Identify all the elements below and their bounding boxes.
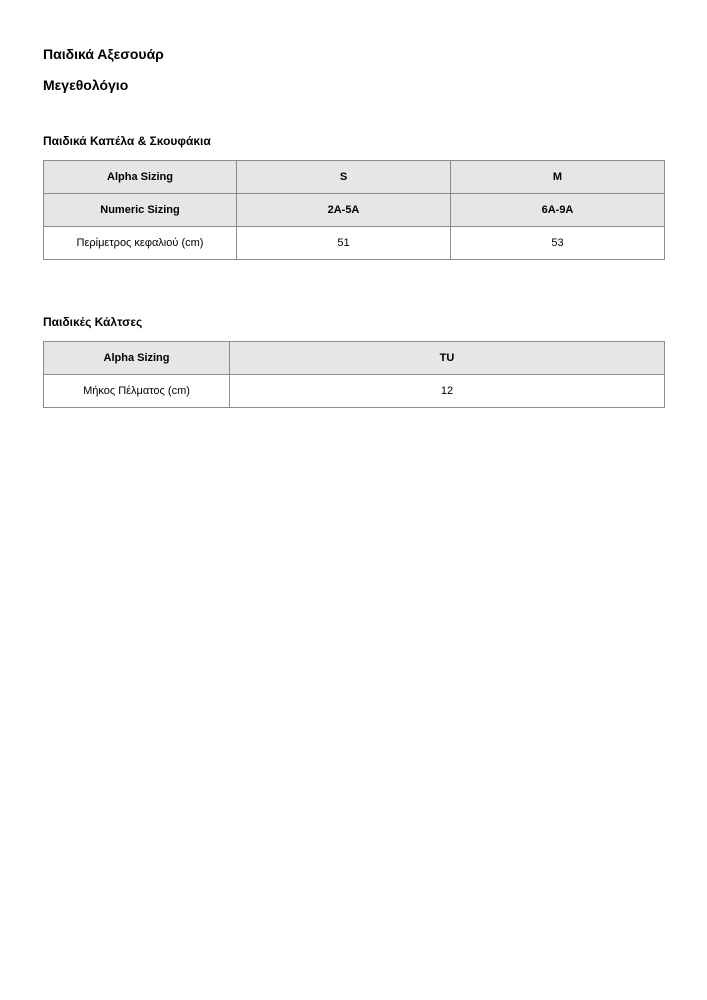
table-cell: 6A-9A <box>451 194 665 227</box>
row-label: Alpha Sizing <box>44 161 237 194</box>
table-cell: 12 <box>230 375 665 408</box>
table-cell: TU <box>230 342 665 375</box>
table-row <box>44 194 665 227</box>
table-cell: M <box>451 161 665 194</box>
row-label: Περίμετρος κεφαλιού (cm) <box>44 227 237 260</box>
row-label: Alpha Sizing <box>44 342 230 375</box>
section-title-socks: Παιδικές Κάλτσες <box>43 315 143 329</box>
document-title: Παιδικά Αξεσουάρ <box>43 46 164 62</box>
table-row <box>44 161 665 194</box>
row-label: Μήκος Πέλματος (cm) <box>44 375 230 408</box>
table-row <box>44 375 665 408</box>
table-row <box>44 342 665 375</box>
table-cell: 2A-5A <box>237 194 451 227</box>
table-row <box>44 227 665 260</box>
table-cell: S <box>237 161 451 194</box>
section-title-hats: Παιδικά Καπέλα & Σκουφάκια <box>43 134 211 148</box>
size-table-socks <box>43 341 665 408</box>
table-cell: 51 <box>237 227 451 260</box>
document-subtitle: Μεγεθολόγιο <box>43 77 129 93</box>
row-label: Numeric Sizing <box>44 194 237 227</box>
size-table-hats <box>43 160 665 260</box>
table-cell: 53 <box>451 227 665 260</box>
